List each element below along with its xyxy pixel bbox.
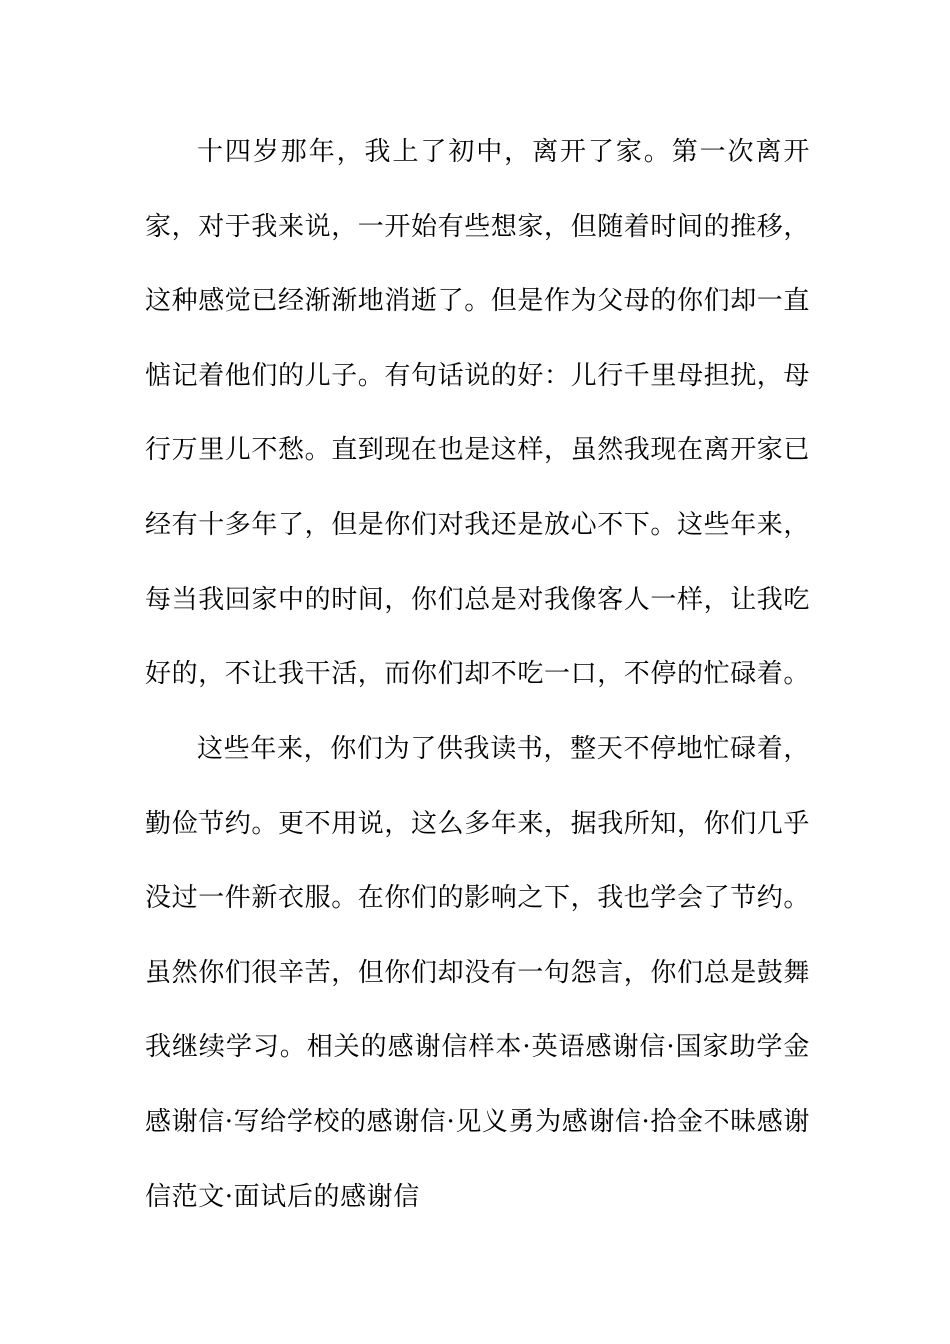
paragraph-2: 这些年来，你们为了供我读书，整天不停地忙碌着，勤俭节约。更不用说，这么多年来，据我所知，你们几乎没过一件新衣服。在你们的影响之下，我也学会了节约。虽然你们很辛苦，但你们却没有一句怨言，你们总是鼓舞我继续学习。相关的感谢信样本·英语感谢信·国家助学金感谢信·写给学校的感谢信·见义勇为感谢信·拾金不昧感谢信范文·面试后的感谢信	[145, 734, 811, 1212]
paragraph-1: 十四岁那年，我上了初中，离开了家。第一次离开家，对于我来说，一开始有些想家，但随着时间的推移，这种感觉已经渐渐地消逝了。但是作为父母的你们却一直惦记着他们的儿子。有句话说的好：儿行千里母担扰，母行万里儿不愁。直到现在也是这样，虽然我现在离开家已经有十多年了，但是你们对我还是放心不下。这些年来，每当我回家中的时间，你们总是对我像客人一样，让我吃好的，不让我干活，而你们却不吃一口，不停的忙碌着。	[145, 137, 811, 690]
